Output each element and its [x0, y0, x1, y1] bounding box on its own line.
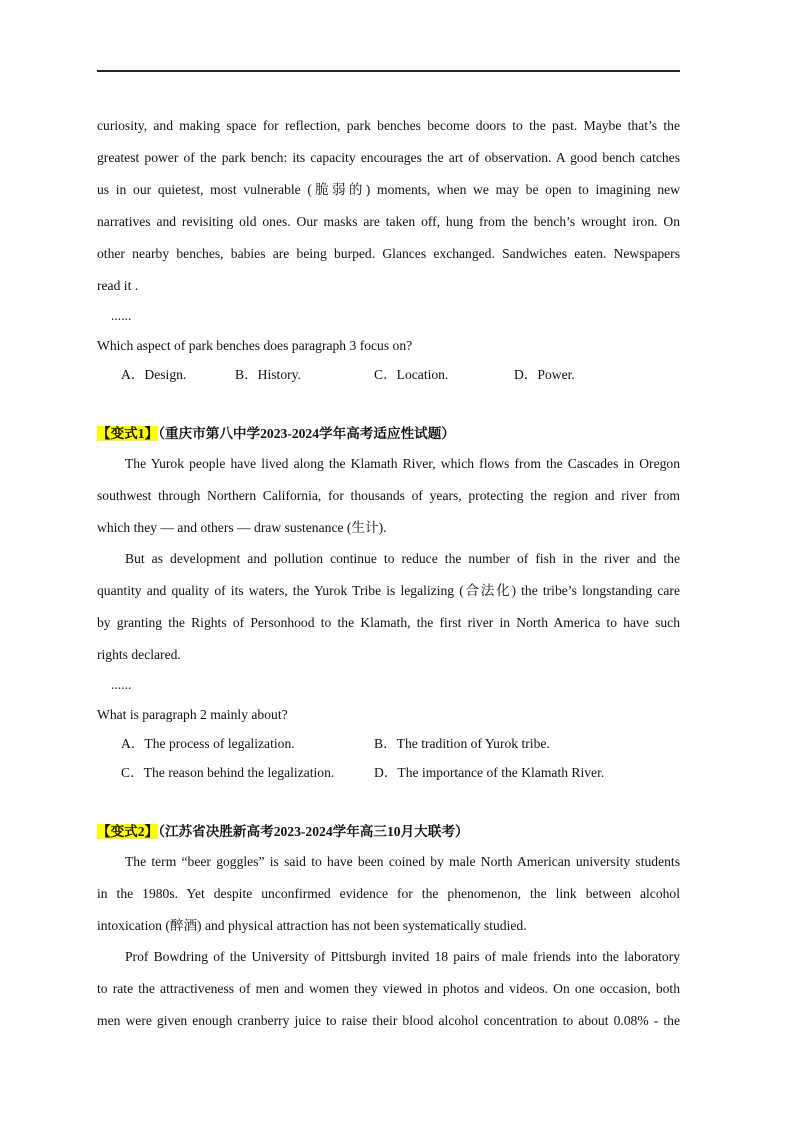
variant-tag: 【变式1】: [97, 426, 159, 441]
option-a: A．The process of legalization.: [121, 736, 295, 751]
option-c: C．Location.: [374, 367, 449, 382]
text-line: which they — and others — draw sustenance (生计).: [97, 520, 387, 535]
text-line: in the 1980s. Yet despite unconfirmed evidence for the phenomenon, the link between alcohol: [97, 886, 680, 901]
variant-heading: [97, 823, 469, 841]
text-line: by granting the Rights of Personhood to the Klamath, the first river in North America to have such: [97, 615, 680, 630]
text-line: curiosity, and making space for reflection, park benches become doors to the past. Maybe that’s the: [97, 118, 680, 133]
option-a: A．Design.: [121, 367, 187, 382]
text-line: men were given enough cranberry juice to raise their blood alcohol concentration to about 0.08% - the: [97, 1013, 680, 1028]
text-line: other nearby benches, babies are being burped. Glances exchanged. Sandwiches eaten. Newspapers: [97, 246, 680, 261]
text-line: Prof Bowdring of the University of Pittsburgh invited 18 pairs of male friends into the laboratory: [125, 949, 680, 964]
text-line: to rate the attractiveness of men and women they viewed in photos and videos. On one occasion, both: [97, 981, 680, 996]
text-line: us in our quietest, most vulnerable (脆弱的) moments, when we may be open to imagining new: [97, 182, 680, 197]
text-line: greatest power of the park bench: its capacity encourages the art of observation. A good bench catches: [97, 150, 680, 165]
text-line: narratives and revisiting old ones. Our masks are taken off, hung from the bench’s wrought iron. On: [97, 214, 680, 229]
option-b: B．The tradition of Yurok tribe.: [374, 736, 550, 751]
text-line: But as development and pollution continue to reduce the number of fish in the river and the: [125, 551, 680, 566]
variant-source: （重庆市第八中学2023-2024学年高考适应性试题）: [158, 426, 455, 441]
option-b: B．History.: [235, 367, 301, 382]
header-rule: [97, 70, 680, 72]
text-line: rights declared.: [97, 647, 181, 662]
text-line: The Yurok people have lived along the Klamath River, which flows from the Cascades in Oregon: [125, 456, 680, 471]
text-line: intoxication (醉酒) and physical attraction has not been systematically studied.: [97, 918, 527, 933]
variant-source: （江苏省决胜新高考2023-2024学年高三10月大联考）: [158, 824, 469, 839]
ellipsis: ......: [111, 677, 132, 692]
text-line: read it .: [97, 278, 139, 293]
text-line: southwest through Northern California, for thousands of years, protecting the region and river from: [97, 488, 680, 503]
text-line: quantity and quality of its waters, the Yurok Tribe is legalizing (合法化) the tribe’s longstanding care: [97, 583, 680, 598]
option-d: D．Power.: [514, 367, 575, 382]
variant-heading: [97, 425, 455, 443]
ellipsis: ......: [111, 308, 132, 323]
question: What is paragraph 2 mainly about?: [97, 707, 288, 722]
question: Which aspect of park benches does paragraph 3 focus on?: [97, 338, 413, 353]
text-line: The term “beer goggles” is said to have been coined by male North American university students: [125, 854, 680, 869]
option-c: C．The reason behind the legalization.: [121, 765, 335, 780]
variant-tag: 【变式2】: [97, 824, 159, 839]
option-d: D．The importance of the Klamath River.: [374, 765, 605, 780]
